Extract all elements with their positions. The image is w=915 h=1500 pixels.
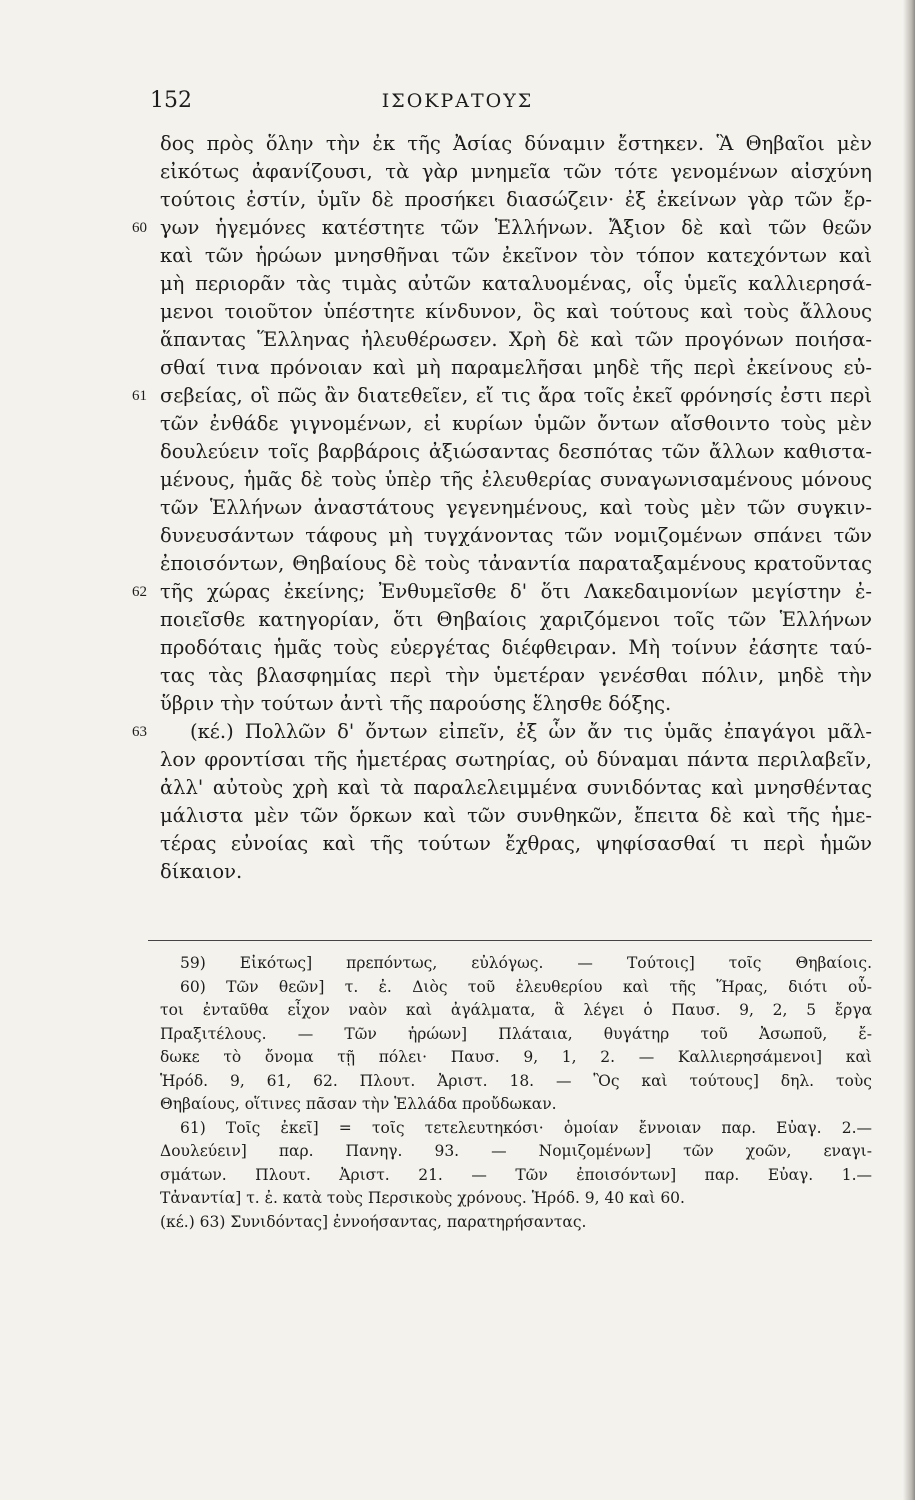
footnote-line: 60) Τῶν θεῶν] τ. ἐ. Διὸς τοῦ ἐλευθερίου καὶ τῆς Ἥρας, διότι οὗ- [180,977,872,996]
section-number: 60 [132,220,147,236]
text-line [160,158,872,186]
section-number: 62 [132,584,147,600]
text-line [160,690,872,718]
text-line-content: ποιεῖσθε κατηγορίαν, ὅτι Θηβαίοις χαριζόμενοι τοῖς τῶν Ἑλλήνων [160,608,872,631]
running-head: ΙΣΟΚΡΑΤΟΥΣ [381,90,534,112]
text-line-content: δίκαιον. [160,860,243,883]
text-line [160,438,872,466]
footnote-line: (κέ.) 63) Συνιδόντας] ἐννοήσαντας, παρατηρήσαντας. [160,1212,587,1231]
footnote-line: Ἡρόδ. 9, 61, 62. Πλουτ. Ἀριστ. 18. — Ὃς καὶ τούτους] δηλ. τοὺς [160,1071,872,1090]
footnote-line: Θηβαίους, οἵτινες πᾶσαν τὴν Ἑλλάδα προὔδωκαν. [160,1095,557,1113]
text-line [160,298,872,326]
text-line [160,858,872,886]
footnote-line: Δουλεύειν] παρ. Πανηγ. 93. — Νομιζομένων] τῶν χοῶν, εναγι- [160,1142,872,1160]
page-number: 152 [150,88,192,113]
text-line [160,186,872,214]
text-line [160,830,872,858]
text-line-content: τῶν Ἑλλήνων ἀναστάτους γεγενημένους, καὶ τοὺς μὲν τῶν συγκιν- [160,496,872,519]
text-line [160,326,872,354]
text-line [160,634,872,662]
text-line [132,214,872,242]
text-line [160,774,872,802]
text-line-content: μὴ περιορᾶν τὰς τιμὰς αὐτῶν καταλυομένας, οἷς ὑμεῖς καλλιερησά- [160,272,872,295]
footnote-rule [148,940,872,941]
footnote-line: σμάτων. Πλουτ. Ἀριστ. 21. — Τῶν ἐποισόντων] παρ. Εὐαγ. 1.— [160,1165,872,1184]
footnote-line: Πραξιτέλους. — Τῶν ἡρώων] Πλάταια, θυγάτηρ τοῦ Ἀσωποῦ, ἔ- [160,1024,872,1043]
text-line [160,746,872,774]
main-text [132,130,872,886]
text-line-content: μενοι τοιοῦτον ὑπέστητε κίνδυνον, ὃς καὶ τούτους καὶ τοὺς ἄλλους [160,300,872,323]
text-line [160,802,872,830]
text-line [160,242,872,270]
text-line [132,578,872,606]
text-line-content: ἅπαντας Ἕλληνας ἠλευθέρωσεν. Χρὴ δὲ καὶ τῶν προγόνων ποιήσα- [160,328,872,351]
text-line [160,466,872,494]
footnote-line: 59) Εἰκότως] πρεπόντως, εὐλόγως. — Τούτοις] τοῖς Θηβαίοις. [180,954,872,972]
text-line-content: λον φροντίσαι τῆς ἡμετέρας σωτηρίας, οὐ δύναμαι πάντα περιλαβεῖν, [160,748,872,771]
section-number: 63 [132,724,147,740]
text-line [132,382,872,410]
page-header [0,88,915,118]
text-line-content: τούτοις ἐστίν, ὑμῖν δὲ προσήκει διασώζειν· ἐξ ἐκείνων γὰρ τῶν ἔρ- [160,188,872,211]
text-line [160,662,872,690]
footnote-line: τοι ἐνταῦθα εἶχον ναὸν καὶ ἀγάλματα, ἃ λέγει ὁ Παυσ. 9, 2, 5 ἔργα [160,1001,872,1019]
text-line-content: εἰκότως ἀφανίζουσι, τὰ γὰρ μνημεῖα τῶν τότε γενομένων αἰσχύνη [160,160,872,183]
text-line-content: τας τὰς βλασφημίας περὶ τὴν ὑμετέραν γενέσθαι πόλιν, μηδὲ τὴν [160,664,872,687]
footnote-line: Τἀναντία] τ. ἐ. κατὰ τοὺς Περσικοὺς χρόνους. Ἡρόδ. 9, 40 καὶ 60. [160,1189,685,1207]
text-line [160,410,872,438]
text-line-content: τῆς χώρας ἐκείνης; Ἐνθυμεῖσθε δ' ὅτι Λακεδαιμονίων μεγίστην ἐ- [160,580,872,603]
text-line-content: τέρας εὐνοίας καὶ τῆς τούτων ἔχθρας, ψηφίσασθαί τι περὶ ἡμῶν [160,832,872,855]
text-line [160,550,872,578]
text-line-content: μάλιστα μὲν τῶν ὅρκων καὶ τῶν συνθηκῶν, ἔπειτα δὲ καὶ τῆς ἡμε- [160,804,872,827]
footnote-line: δωκε τὸ ὄνομα τῇ πόλει· Παυσ. 9, 1, 2. — Καλλιερησάμενοι] καὶ [160,1048,872,1066]
text-line-content: τῶν ἐνθάδε γιγνομένων, εἰ κυρίων ὑμῶν ὄντων αἴσθοιντο τοὺς μὲν [160,412,872,435]
text-line-content: σεβείας, οἳ πῶς ἂν διατεθεῖεν, εἴ τις ἄρα τοῖς ἐκεῖ φρόνησίς ἐστι περὶ [160,384,872,407]
text-line [160,270,872,298]
section-number: 61 [132,388,147,404]
text-line-content: (κέ.) Πολλῶν δ' ὄντων εἰπεῖν, ἐξ ὧν ἄν τις ὑμᾶς ἐπαγάγοι μᾶλ- [190,720,872,743]
text-line [160,494,872,522]
text-line-content: γων ἡγεμόνες κατέστητε τῶν Ἑλλήνων. Ἄξιον δὲ καὶ τῶν θεῶν [160,216,872,239]
text-line-content: δος πρὸς ὅλην τὴν ἐκ τῆς Ἀσίας δύναμιν ἔστηκεν. Ἃ Θηβαῖοι μὲν [160,132,872,155]
text-line-content: μένους, ἡμᾶς δὲ τοὺς ὑπὲρ τῆς ἐλευθερίας συναγωνισαμένους μόνους [160,468,872,491]
text-line-content: καὶ τῶν ἡρώων μνησθῆναι τῶν ἐκεῖνον τὸν τόπον κατεχόντων καὶ [160,244,872,267]
text-line [132,718,872,746]
text-line-content: σθαί τινα πρόνοιαν καὶ μὴ παραμελῆσαι μηδὲ τῆς περὶ ἐκείνους εὐ- [160,356,872,379]
text-line [160,522,872,550]
page-edge-shadow [903,0,915,1500]
text-line-content: ἐποισόντων, Θηβαίους δὲ τοὺς τἀναντία παραταξαμένους κρατοῦντας [160,552,872,575]
footnotes [160,952,872,1234]
text-line-content: δουλεύειν τοῖς βαρβάροις ἀξιώσαντας δεσπότας τῶν ἄλλων καθιστα- [160,440,872,463]
text-line [160,354,872,382]
text-line-content: δυνευσάντων τάφους μὴ τυγχάνοντας τῶν νομιζομένων σπάνει τῶν [160,524,872,547]
text-line-content: ὕβριν τὴν τούτων ἀντὶ τῆς παρούσης ἕλησθε δόξης. [160,692,672,715]
text-line [160,606,872,634]
footnote-line: 61) Τοῖς ἐκεῖ] = τοῖς τετελευτηκόσι· ὁμοίαν ἔννοιαν παρ. Εὐαγ. 2.— [180,1118,872,1137]
text-line-content: προδόταις ἡμᾶς τοὺς εὐεργέτας διέφθειραν. Μὴ τοίνυν ἐάσητε ταύ- [160,636,872,659]
text-line [160,130,872,158]
text-line-content: ἀλλ' αὐτοὺς χρὴ καὶ τὰ παραλελειμμένα συνιδόντας καὶ μνησθέντας [160,776,872,799]
